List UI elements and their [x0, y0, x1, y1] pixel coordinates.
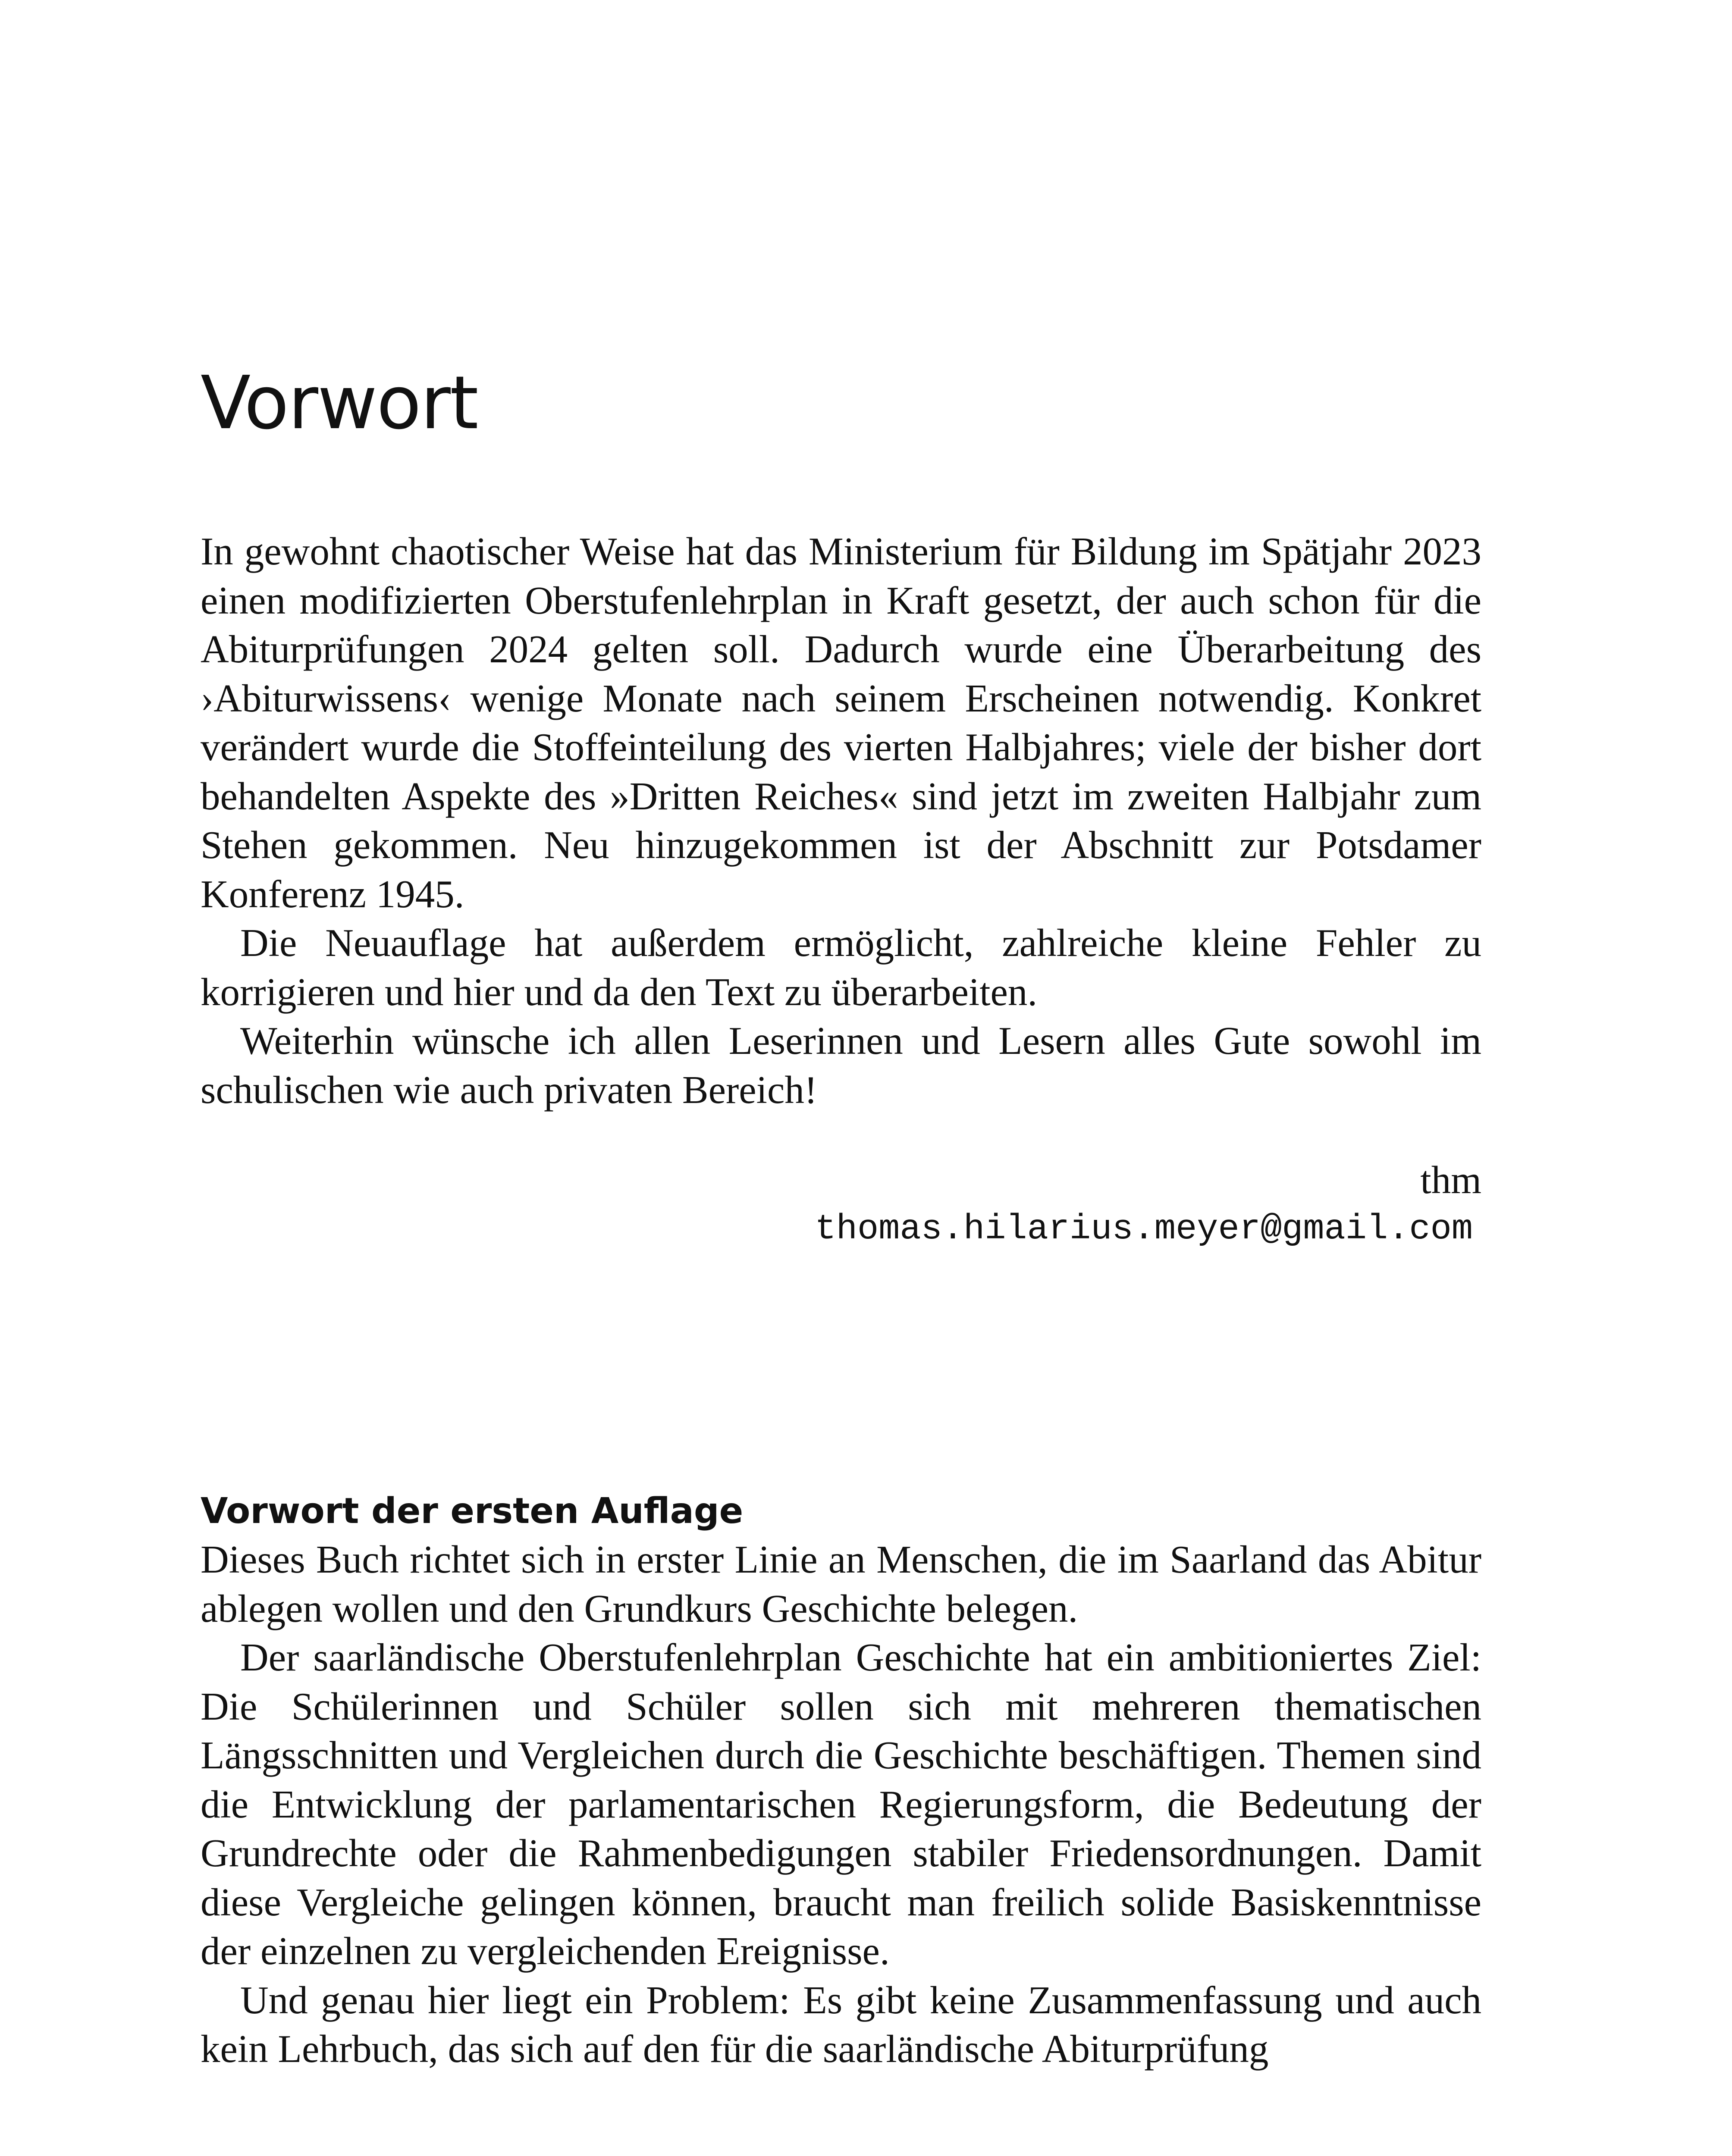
- paragraph: Der saarländische Oberstufenlehrplan Geschichte hat ein ambitioniertes Ziel: Die Schülerinnen und Schüler sollen sich mit mehreren thematischen Längsschnitten und Vergleichen durch die Geschichte beschäftigen. Themen sind die Entwicklung der parlamentarischen Regierungsform, die Bedeutung der Grundrechte oder die Rahmenbedigungen stabiler Friedensordnungen. Damit diese Vergleiche gelingen können, braucht man freilich solide Basiskenntnisse der einzelnen zu vergleichenden Ereignisse.: [201, 1636, 1481, 1973]
- first-edition-heading: Vorwort der ersten Auflage: [201, 1491, 744, 1532]
- page-title: Vorwort: [201, 360, 478, 446]
- author-initials: thm: [1420, 1158, 1481, 1202]
- preface-body: [201, 527, 1481, 1114]
- paragraph: In gewohnt chaotischer Weise hat das Ministerium für Bildung im Spätjahr 2023 einen modifizierten Oberstufenlehrplan in Kraft gesetzt, der auch schon für die Abiturprüfungen 2024 gelten soll. Dadurch wurde eine Überarbeitung des ›Abiturwissens‹ wenige Monate nach seinem Erscheinen notwendig. Konkret verändert wurde die Stoffeinteilung des vierten Halbjahres; viele der bisher dort behandelten Aspekte des »Dritten Reiches« sind jetzt im zweiten Halbjahr zum Stehen gekommen. Neu hinzugekommen ist der Abschnitt zur Potsdamer Konferenz 1945.: [201, 530, 1481, 916]
- first-edition-body: [201, 1535, 1481, 2074]
- paragraph: Und genau hier liegt ein Problem: Es gibt keine Zusammenfassung und auch kein Lehrbuch, das sich auf den für die saarländische Abiturprüfung: [201, 1978, 1481, 2071]
- author-email: thomas.hilarius.meyer@gmail.com: [815, 1209, 1473, 1249]
- paragraph: Weiterhin wünsche ich allen Leserinnen und Lesern alles Gute sowohl im schulischen wie auch privaten Bereich!: [201, 1019, 1481, 1112]
- paragraph: Dieses Buch richtet sich in erster Linie an Menschen, die im Saarland das Abitur ablegen wollen und den Grundkurs Geschichte belegen.: [201, 1538, 1481, 1630]
- author-signature: [815, 1156, 1481, 1253]
- paragraph: Die Neuauflage hat außerdem ermöglicht, zahlreiche kleine Fehler zu korrigieren und hier und da den Text zu überarbeiten.: [201, 921, 1481, 1014]
